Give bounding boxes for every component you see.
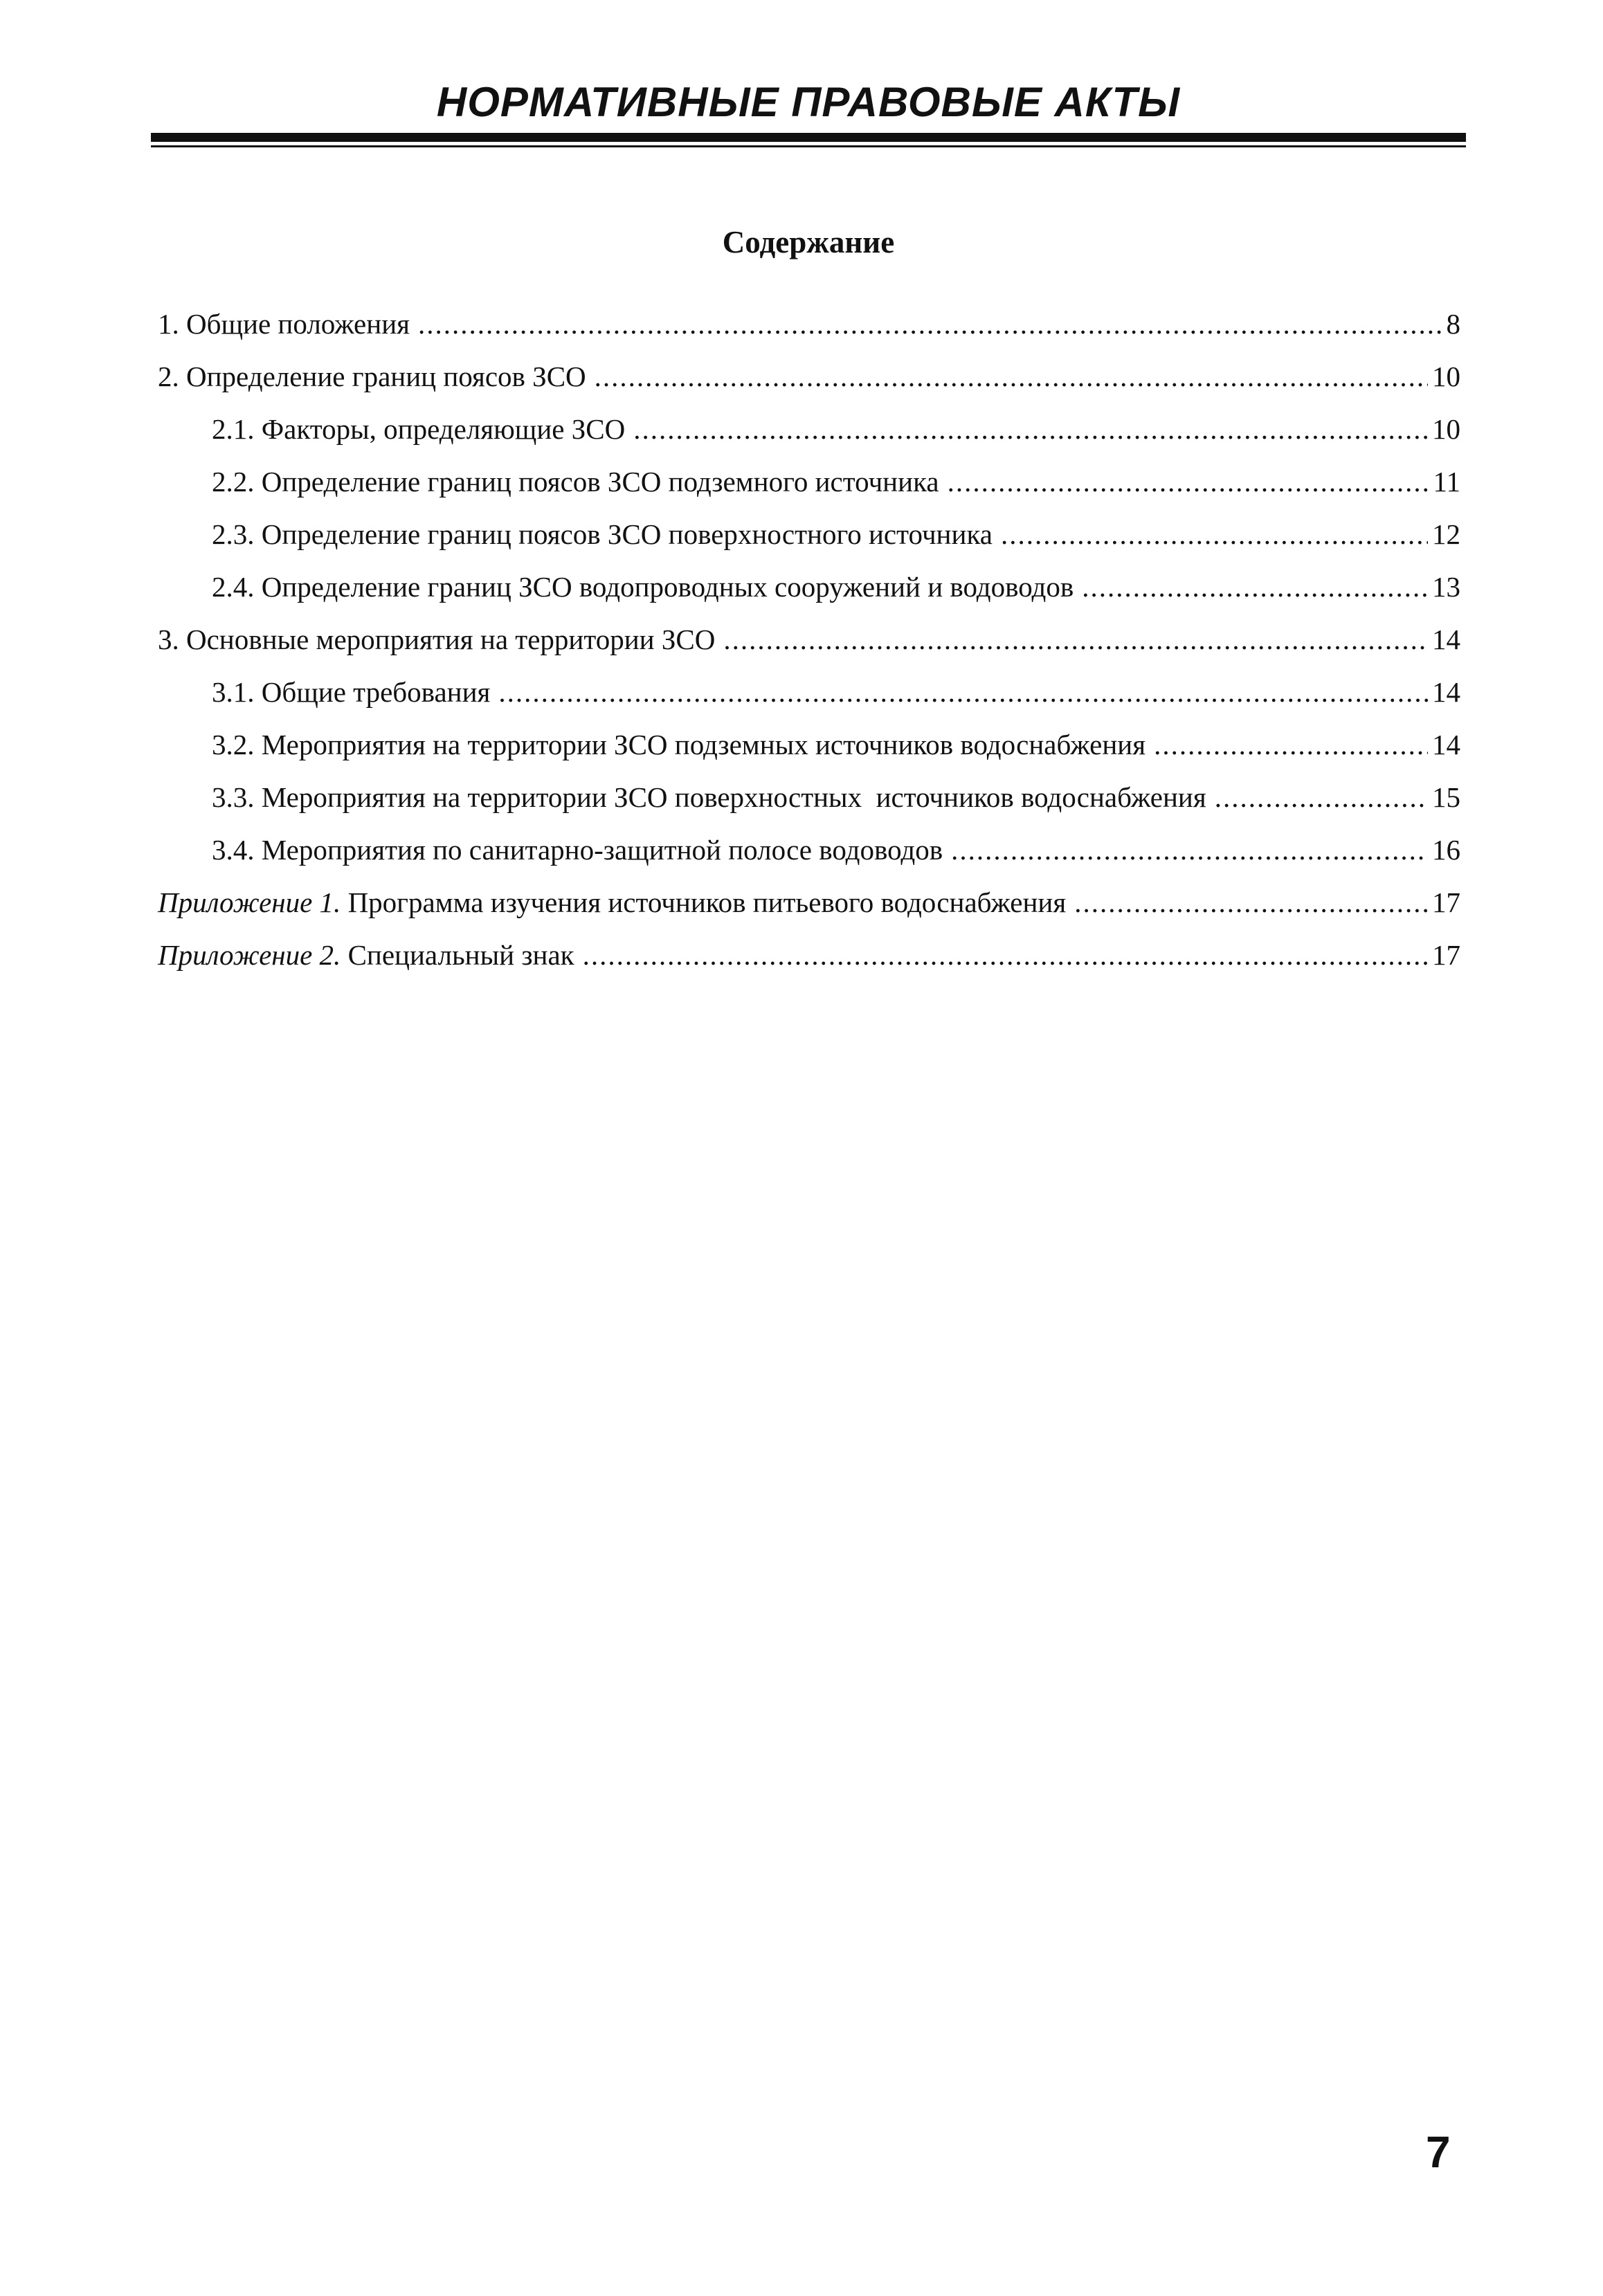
toc-entry-3-1[interactable]	[158, 666, 1460, 718]
dot-leader	[1074, 876, 1428, 929]
toc-entry-text: 2.4. Определение границ ЗСО водопроводных сооружений и водоводов	[212, 571, 1074, 603]
toc-entry-text: Программа изучения источников питьевого водоснабжения	[341, 886, 1067, 918]
running-header	[151, 75, 1466, 130]
dot-leader	[1215, 771, 1428, 823]
dot-leader	[1154, 718, 1428, 771]
dot-leader	[951, 823, 1428, 876]
dot-leader	[1082, 561, 1428, 613]
dot-leader	[418, 298, 1442, 350]
toc-entry-page: 17	[1432, 886, 1460, 918]
header-rule-thin	[151, 145, 1466, 147]
toc-entry-prefix: Приложение 2.	[158, 939, 341, 971]
toc-entry-page: 17	[1432, 939, 1460, 971]
toc-entry-page: 14	[1432, 729, 1460, 760]
dot-leader	[1001, 508, 1428, 561]
page-number: 7	[1426, 2127, 1451, 2177]
toc-entry-text: 2.3. Определение границ поясов ЗСО поверхностного источника	[212, 518, 993, 550]
toc-entry-page: 8	[1446, 308, 1460, 340]
dot-leader	[633, 403, 1428, 455]
toc-entry-appendix-2[interactable]	[158, 929, 1460, 981]
toc-entry-page: 10	[1432, 361, 1460, 392]
toc-entry-3-4[interactable]	[158, 823, 1460, 876]
toc-entry-3-2[interactable]	[158, 718, 1460, 771]
toc-entry-text: 3.4. Мероприятия по санитарно-защитной полосе водоводов	[212, 834, 943, 866]
toc-entry-text: 2. Определение границ поясов ЗСО	[158, 361, 586, 392]
toc-entry-text: Специальный знак	[341, 939, 574, 971]
toc-entry-page: 13	[1432, 571, 1460, 603]
toc-entry-2-1[interactable]	[158, 403, 1460, 455]
toc-entry-page: 14	[1432, 676, 1460, 708]
section-title: НОРМАТИВНЫЕ ПРАВОВЫЕ АКТЫ	[436, 79, 1181, 125]
toc-entry-3-3[interactable]	[158, 771, 1460, 823]
dot-leader	[723, 613, 1428, 666]
toc-entry-text: 2.2. Определение границ поясов ЗСО подземного источника	[212, 466, 939, 498]
toc-entry-text: 1. Общие положения	[158, 308, 410, 340]
table-of-contents	[158, 298, 1460, 981]
toc-entry-1[interactable]	[158, 298, 1460, 350]
toc-entry-prefix: Приложение 1.	[158, 886, 341, 918]
toc-entry-3[interactable]	[158, 613, 1460, 666]
toc-entry-page: 10	[1432, 413, 1460, 445]
dot-leader	[948, 455, 1429, 508]
dot-leader	[583, 929, 1428, 981]
toc-entry-page: 14	[1432, 623, 1460, 655]
toc-entry-2-4[interactable]	[158, 561, 1460, 613]
toc-entry-2-3[interactable]	[158, 508, 1460, 561]
toc-entry-text: 3.1. Общие требования	[212, 676, 491, 708]
toc-entry-page: 16	[1432, 834, 1460, 866]
toc-entry-text: 2.1. Факторы, определяющие ЗСО	[212, 413, 626, 445]
toc-entry-page: 11	[1433, 466, 1460, 498]
dot-leader	[498, 666, 1428, 718]
toc-entry-2-2[interactable]	[158, 455, 1460, 508]
toc-entry-page: 12	[1432, 518, 1460, 550]
toc-entry-2[interactable]	[158, 350, 1460, 403]
dot-leader	[595, 350, 1428, 403]
toc-title: Содержание	[722, 225, 895, 259]
toc-entry-text: 3. Основные мероприятия на территории ЗСО	[158, 623, 716, 655]
toc-entry-page: 15	[1432, 781, 1460, 813]
toc-entry-text: 3.2. Мероприятия на территории ЗСО подземных источников водоснабжения	[212, 729, 1146, 760]
toc-entry-text: 3.3. Мероприятия на территории ЗСО поверхностных источников водоснабжения	[212, 781, 1206, 813]
toc-entry-appendix-1[interactable]	[158, 876, 1460, 929]
header-rule	[151, 133, 1466, 142]
